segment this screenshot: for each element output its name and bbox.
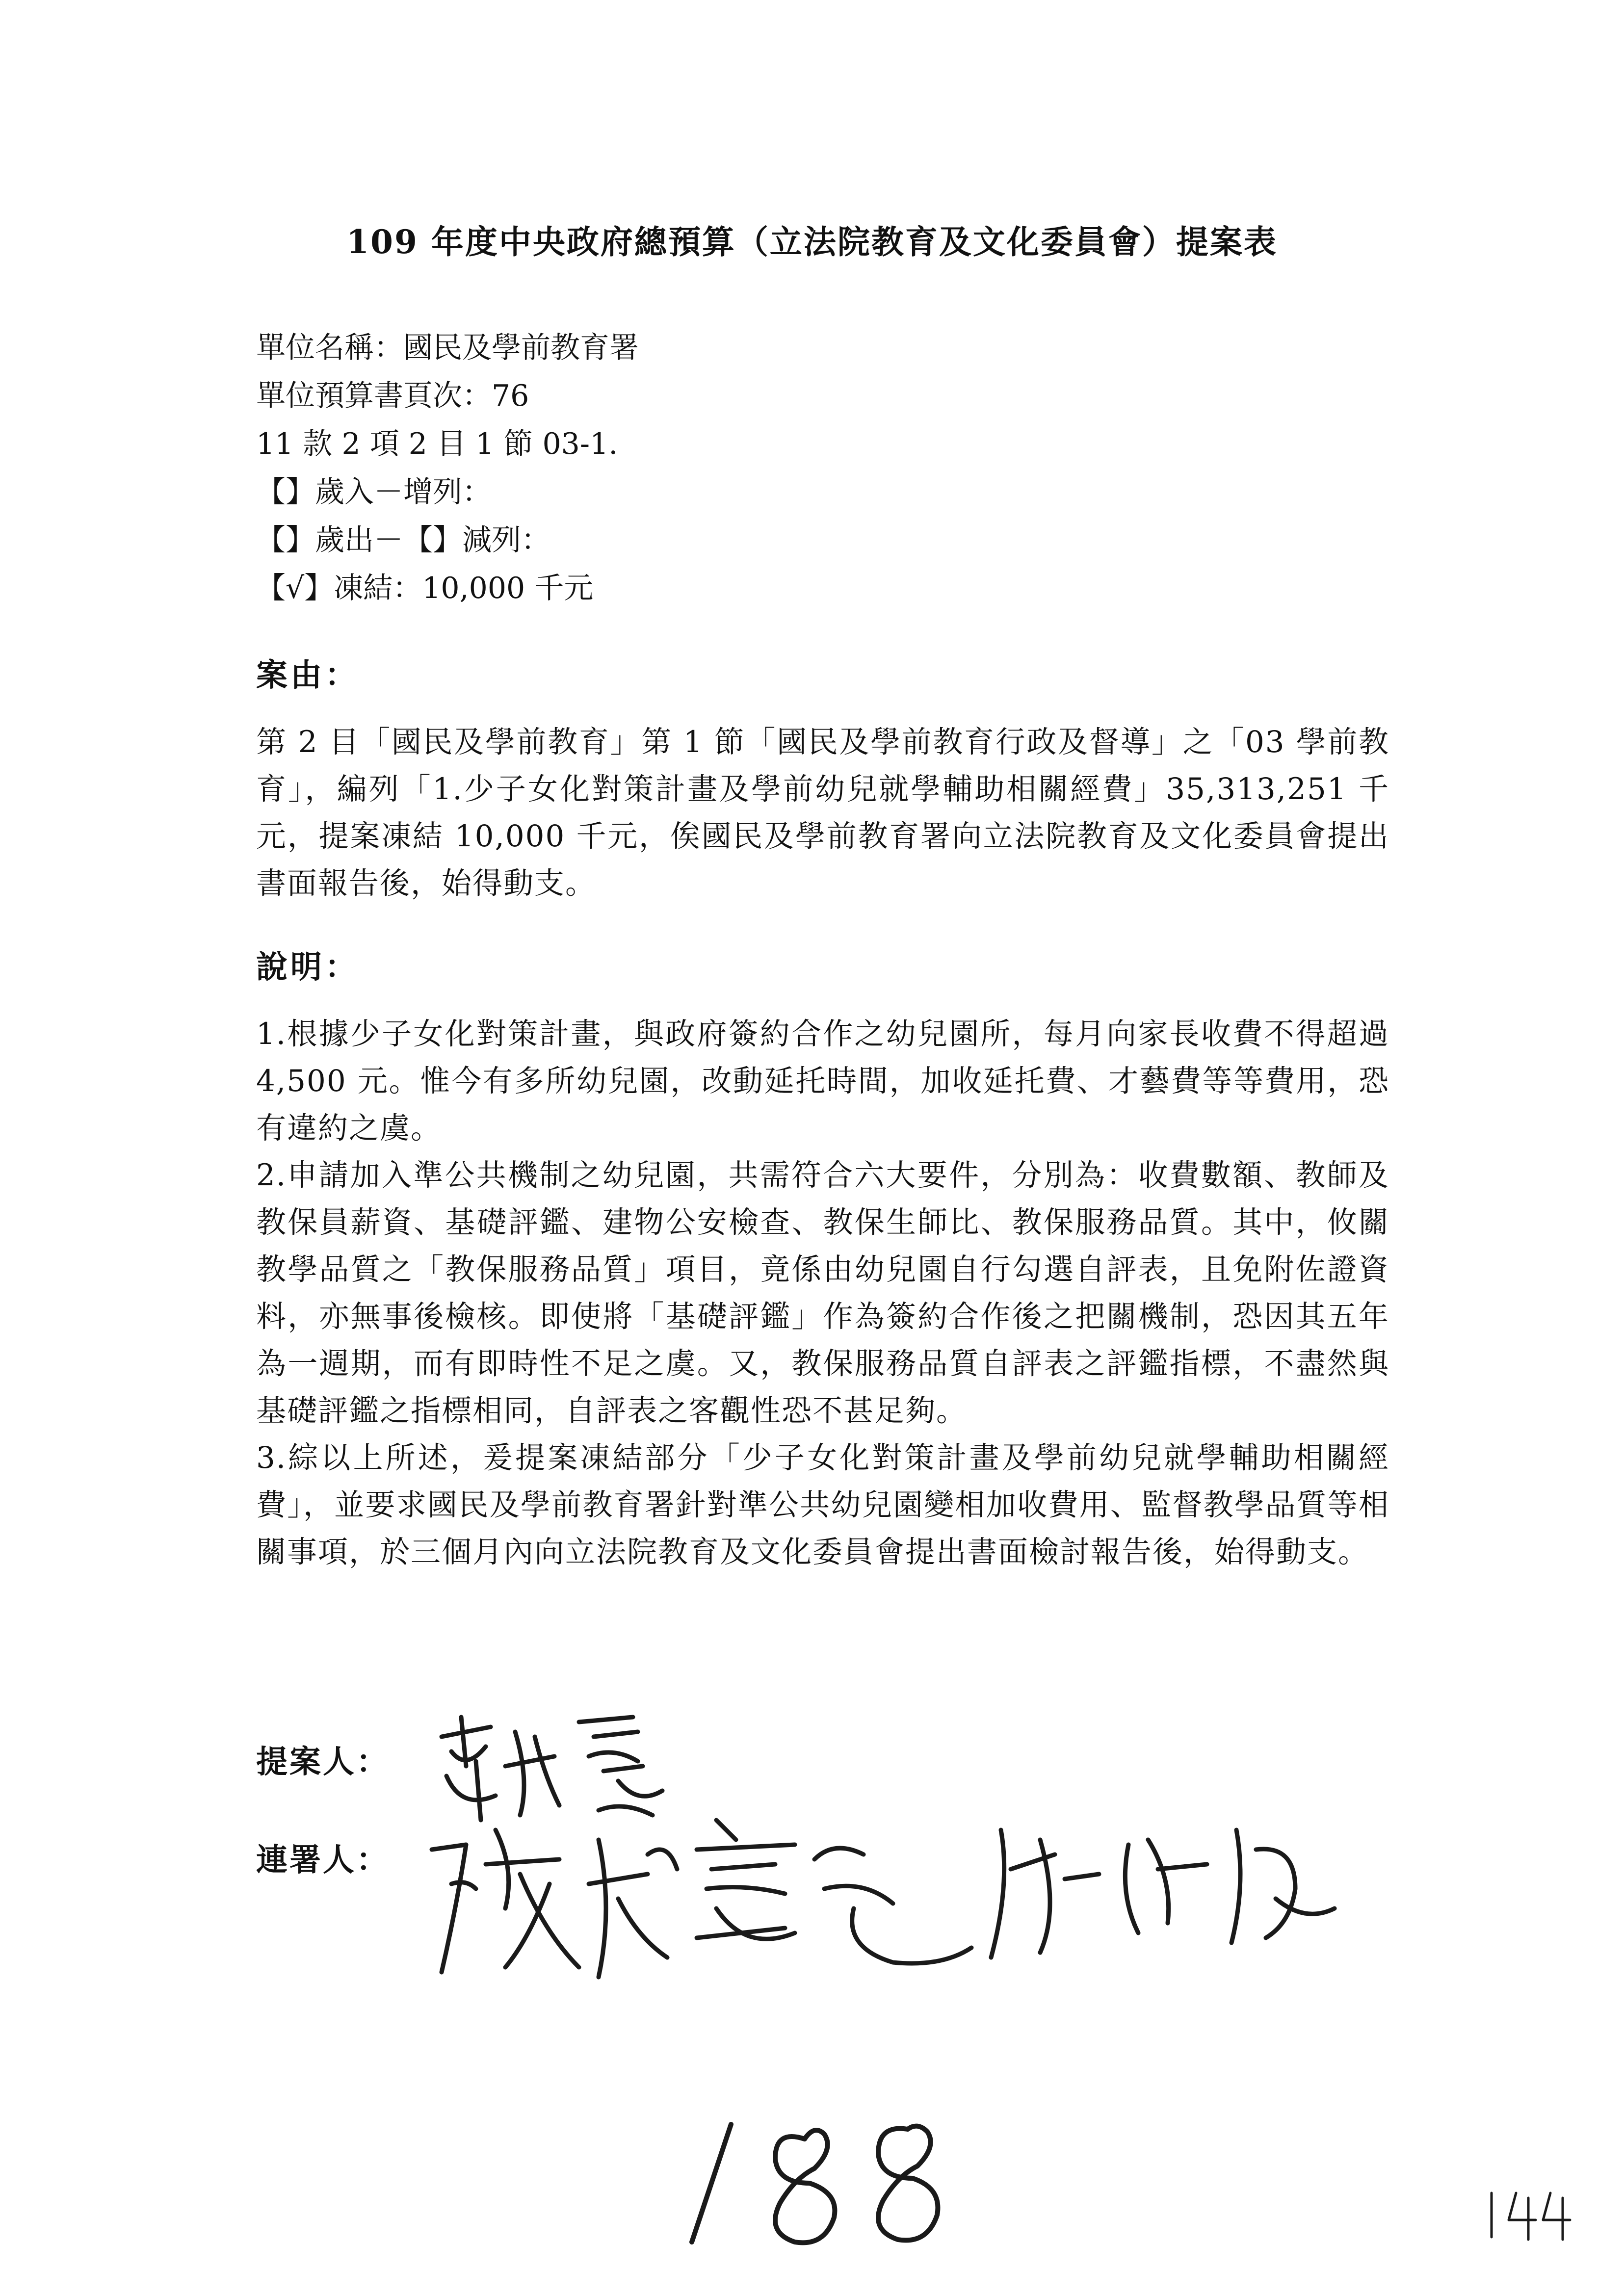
proposer-label: 提案人： [256,1744,390,1780]
explanation-list [256,1011,1389,1576]
cosigner-signatures [422,1810,1384,2007]
revenue-increase: 【】歲入－增列： [256,475,492,509]
freeze-amount: 【√】凍結：10,000 千元 [256,571,594,605]
meta-block [256,324,639,612]
explanation-heading: 說明： [256,949,359,986]
budget-page: 單位預算書頁次：76 [256,379,529,413]
handwritten-corner-number [1482,2183,1580,2247]
reason-heading: 案由： [256,657,359,694]
expenditure-decrease: 【】歲出－【】減列： [256,523,550,557]
item-code: 11 款 2 項 2 目 1 節 03-1. [256,427,618,461]
unit-name: 單位名稱：國民及學前教育署 [256,331,639,365]
reason-paragraph [256,719,1389,907]
cosigner-label: 連署人： [256,1842,390,1879]
explanation-item-2: 2.申請加入準公共機制之幼兒園，共需符合六大要件，分別為：收費數額、教師及教保員薪資、基礎評鑑、建物公安檢查、教保生師比、教保服務品質。其中，攸關教學品質之「教保服務品質」項目，竟係由幼兒園自行勾選自評表，且免附佐證資料，亦無事後檢核。即使將「基礎評鑑」作為簽約合作後之把關機制，恐因其五年為一週期，而有即時性不足之虞。又，教保服務品質自評表之評鑑指標，不盡然與基礎評鑑之指標相同，自評表之客觀性恐不甚足夠。 [256,1158,1389,1428]
document-title: 109 年度中央政府總預算（立法院教育及文化委員會）提案表 [346,223,1278,261]
explanation-item-3: 3.綜以上所述，爰提案凍結部分「少子女化對策計畫及學前幼兒就學輔助相關經費」，並要求國民及學前教育署針對準公共幼兒園變相加收費用、監督教學品質等相關事項，於三個月內向立法院教育及文化委員會提出書面檢討報告後，始得動支。 [256,1440,1389,1569]
handwritten-page-number [677,2110,971,2257]
reason-text: 第 2 目「國民及學前教育」第 1 節「國民及學前教育行政及督導」之「03 學前教育」，編列「1.少子女化對策計畫及學前幼兒就學輔助相關經費」35,313,251 千元，提案凍結 10,000 千元，俟國民及學前教育署向立法院教育及文化委員會提出書面報告後，始得動支。 [256,725,1389,901]
explanation-item-1: 1.根據少子女化對策計畫，與政府簽約合作之幼兒園所，每月向家長收費不得超過 4,500 元。惟今有多所幼兒園，改動延托時間，加收延托費、才藝費等等費用，恐有違約之虞。 [256,1017,1389,1146]
